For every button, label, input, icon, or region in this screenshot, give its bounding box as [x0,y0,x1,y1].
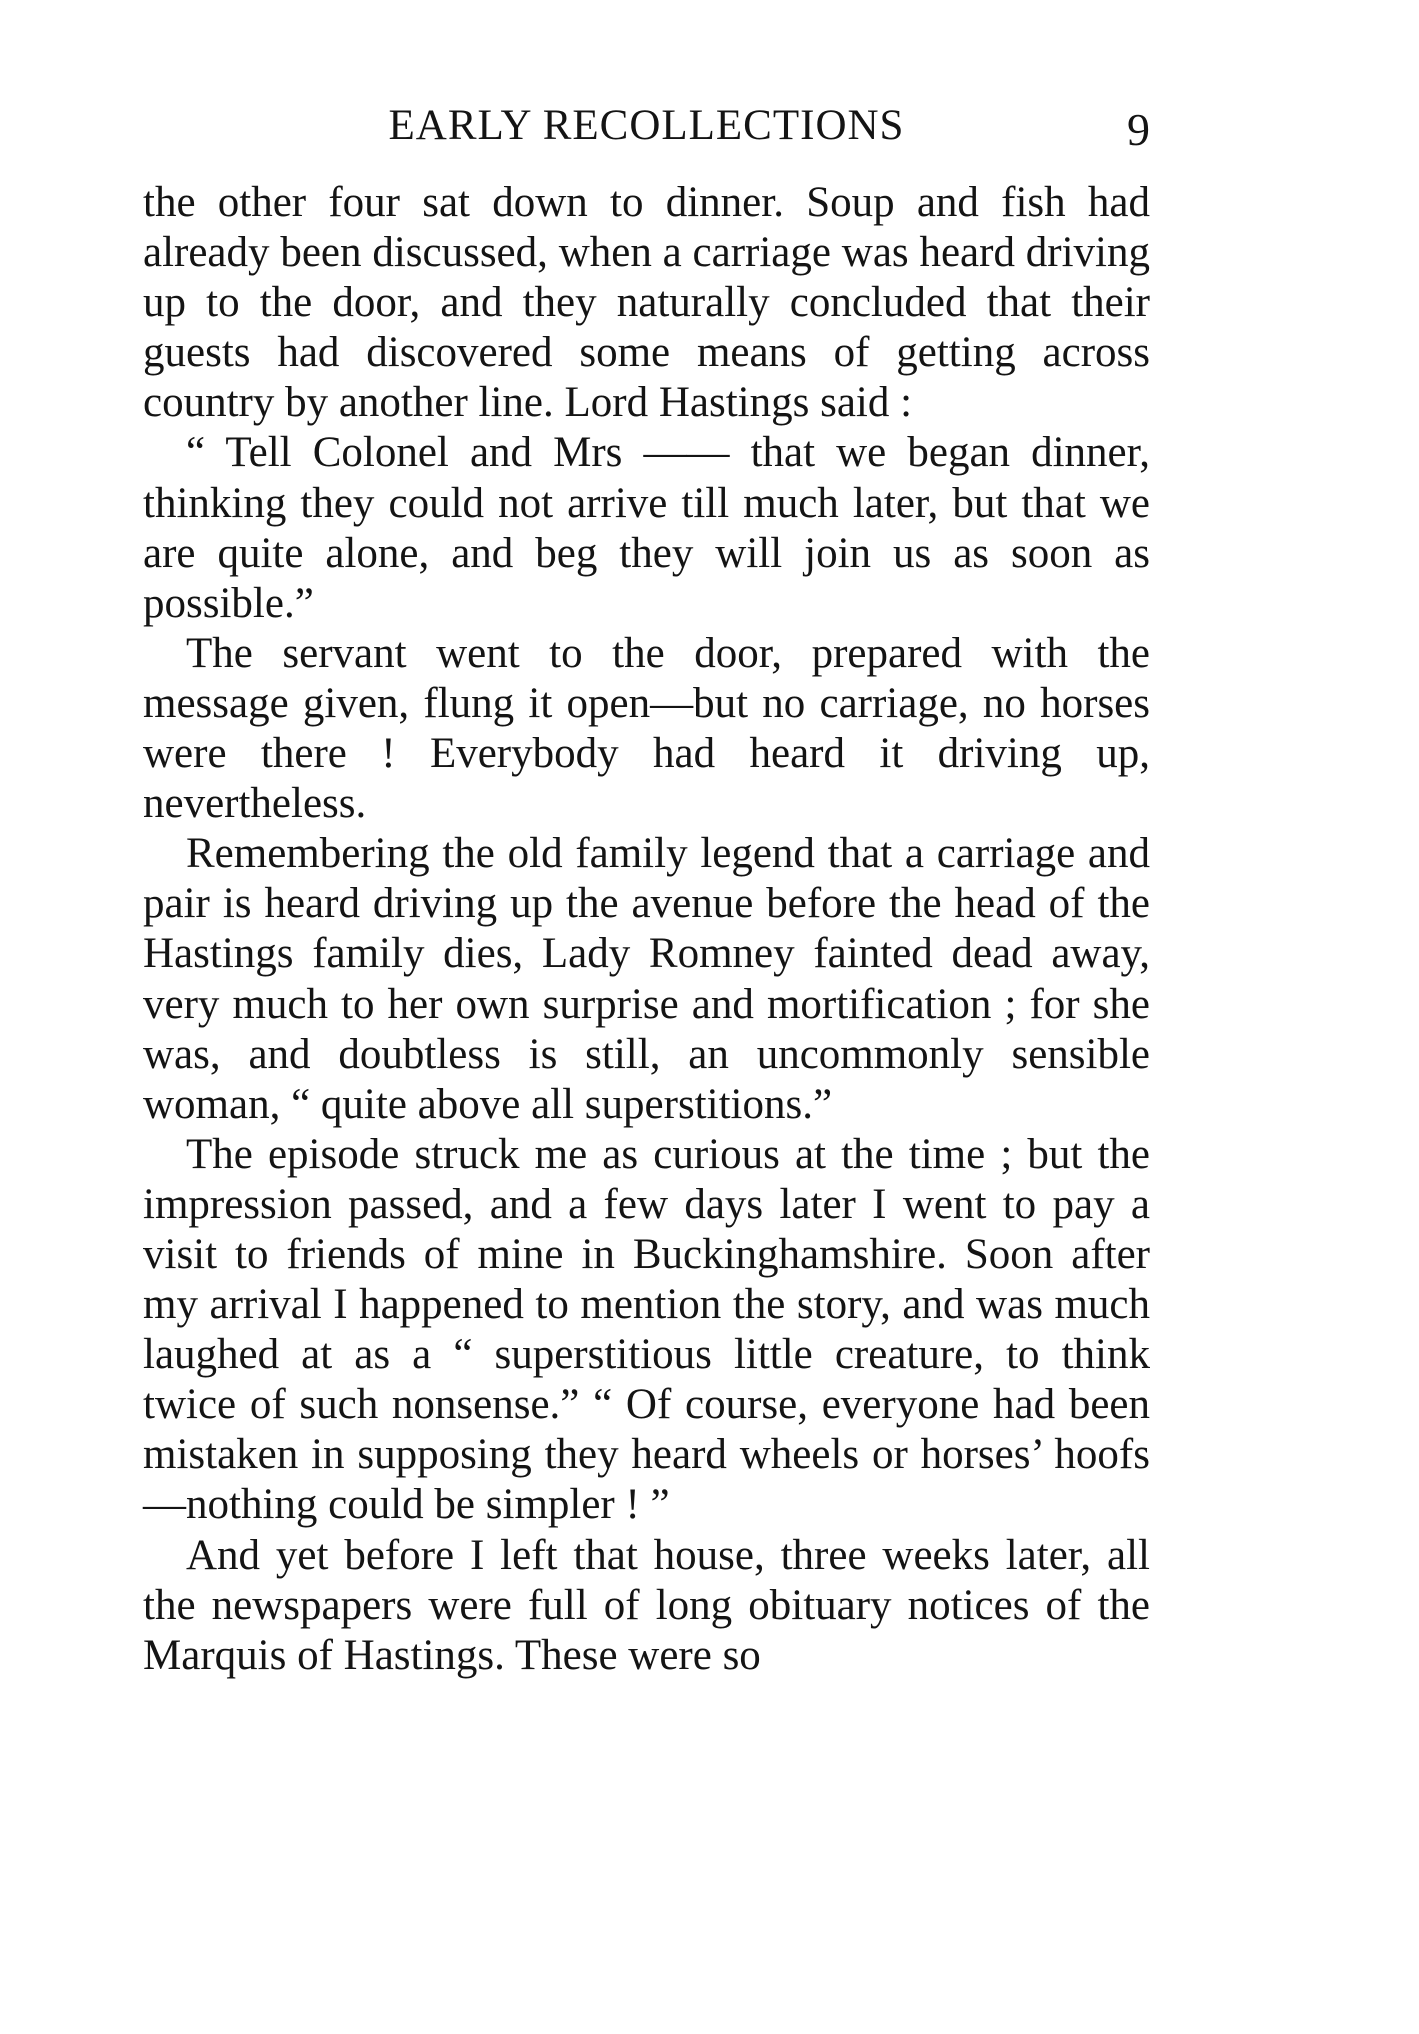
paragraph-continued: the other four sat down to dinner. Soup and fish had already been discussed, when a carriage was heard driving up to the door, and they naturally concluded that their guests had discovered some means of getting across country by another line. Lord Hastings said : [143,179,1150,427]
paragraph: “ Tell Colonel and Mrs —— that we began dinner, thinking they could not arrive till much later, but that we are quite alone, and beg they will join us as soon as possible.” [143,429,1150,627]
paragraph: Remembering the old family legend that a carriage and pair is heard driving up the avenue before the head of the Hastings family dies, Lady Romney fainted dead away, very much to her own surprise and mortification ; for she was, and doubtless is still, an uncommonly sensible woman, “ quite above all superstitions.” [143,830,1150,1128]
paragraph: The servant went to the door, prepared with the message given, flung it open—but no carriage, no horses were there ! Everybody had heard it driving up, nevertheless. [143,629,1150,828]
paragraph: The episode struck me as curious at the time ; but the impression passed, and a few days later I went to pay a visit to friends of mine in Buckinghamshire. Soon after my arrival I happened to mention the story, and was much laughed at as a “ superstitious little creature, to think twice of such nonsense.” “ Of course, everyone had been mistaken in supposing they heard wheels or horses’ hoofs—nothing could be simpler ! ” [143,1130,1150,1529]
running-title: EARLY RECOLLECTIONS [388,102,905,149]
running-head [143,96,1150,156]
body-text [143,178,1150,1681]
paragraph: And yet before I left that house, three weeks later, all the newspapers were full of long obituary notices of the Marquis of Hastings. These were so [143,1531,1150,1679]
page-number: 9 [1127,104,1150,155]
